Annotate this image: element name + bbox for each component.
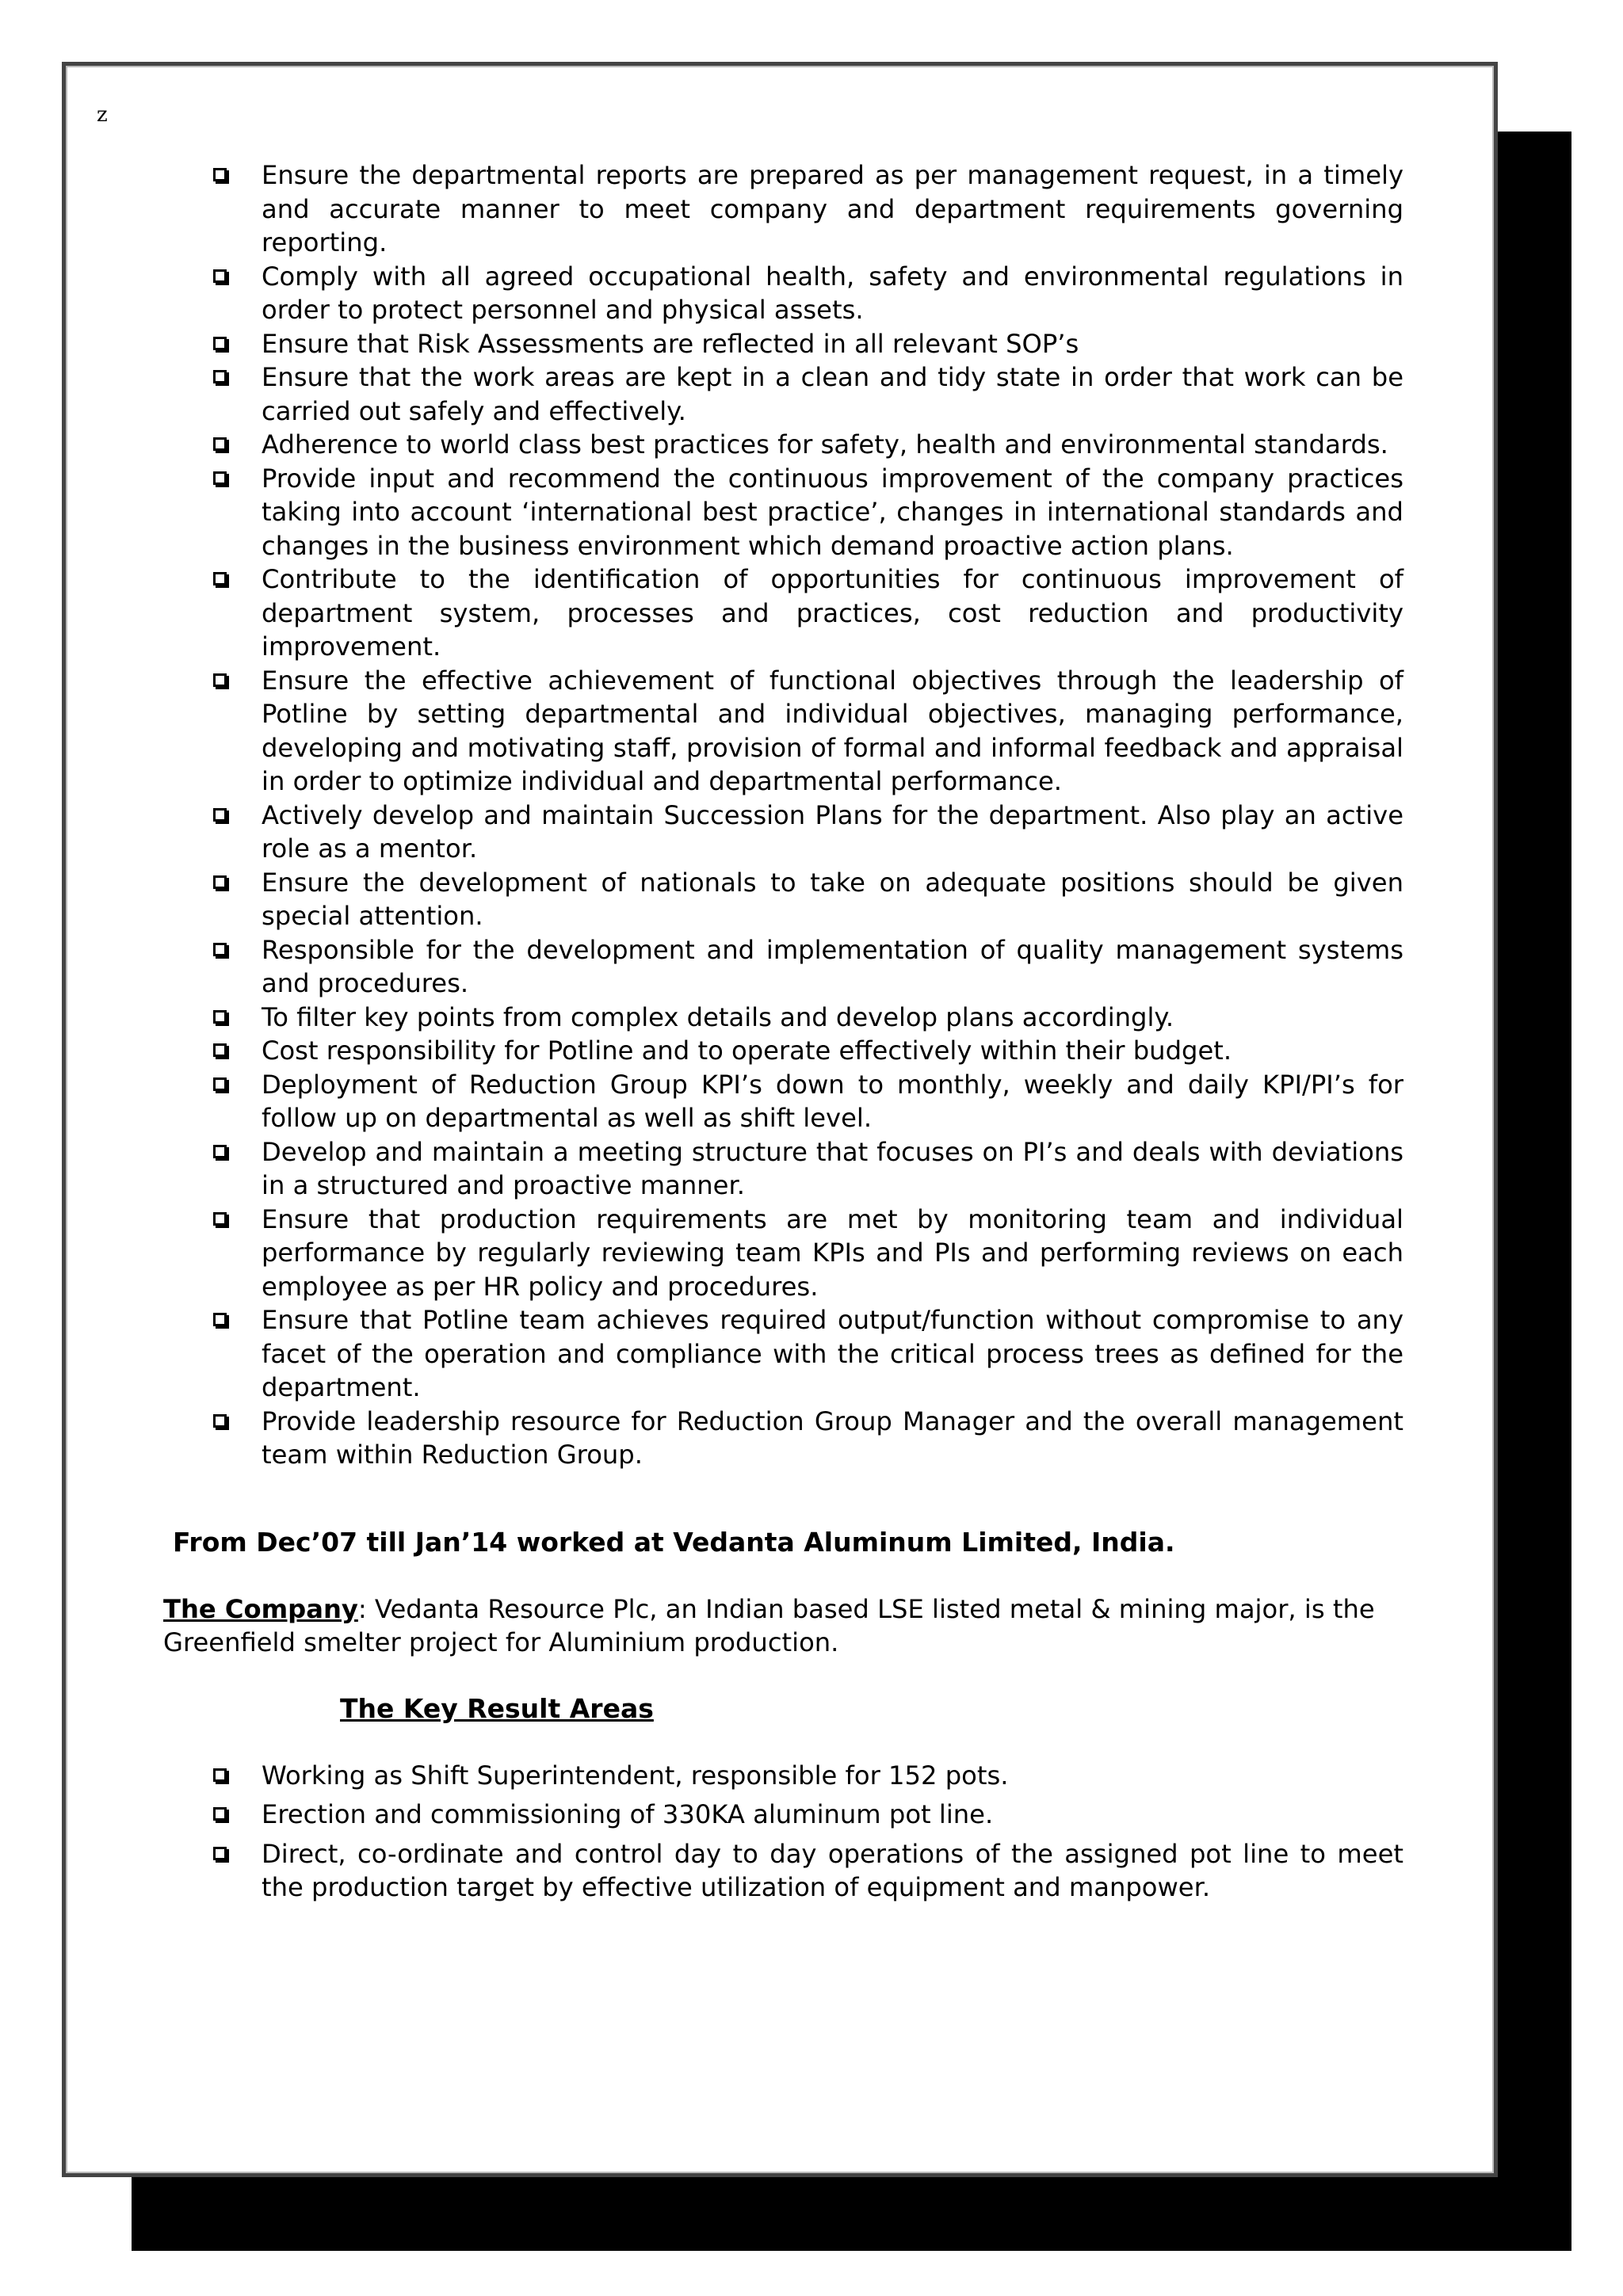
list-item-text: Actively develop and maintain Succession Plans for the department. Also play an active role as a mentor. — [262, 799, 1403, 864]
company-description — [163, 1592, 1403, 1659]
list-item — [163, 327, 1403, 361]
checkbox-bullet-icon — [213, 337, 227, 350]
key-result-areas-list — [163, 1759, 1403, 1905]
checkbox-bullet-icon — [213, 269, 227, 283]
list-item-text: Ensure that production requirements are met by monitoring team and individual performance by regularly reviewing team KPIs and PIs and performing reviews on each employee as per HR policy and procedures. — [262, 1203, 1403, 1302]
list-item — [163, 462, 1403, 563]
checkbox-bullet-icon — [213, 1077, 227, 1091]
list-item — [163, 1759, 1403, 1793]
list-item-text: Contribute to the identification of opportunities for continuous improvement of department system, processes and practices, cost reduction and productivity improvement. — [262, 564, 1403, 662]
key-result-areas-heading: The Key Result Areas — [340, 1692, 654, 1724]
checkbox-bullet-icon — [213, 1414, 227, 1428]
list-item-text: Ensure that the work areas are kept in a clean and tidy state in order that work can be carried out safely and effectively. — [262, 362, 1403, 426]
checkbox-bullet-icon — [213, 1212, 227, 1226]
checkbox-bullet-icon — [213, 1145, 227, 1158]
checkbox-bullet-icon — [213, 1768, 227, 1782]
list-item — [163, 428, 1403, 462]
list-item-text: Provide leadership resource for Reduction Group Manager and the overall management team within Reduction Group. — [262, 1405, 1403, 1470]
list-item — [163, 1837, 1403, 1905]
experience-heading: From Dec’07 till Jan’14 worked at Vedanta Aluminum Limited, India. — [173, 1526, 1175, 1558]
list-item-text: Ensure the development of nationals to take on adequate positions should be given special attention. — [262, 867, 1403, 931]
list-item-text: Ensure that Potline team achieves required output/function without compromise to any facet of the operation and compliance with the critical process trees as defined for the department. — [262, 1305, 1403, 1402]
document-content — [163, 158, 1403, 1910]
checkbox-bullet-icon — [213, 673, 227, 687]
checkbox-bullet-icon — [213, 168, 227, 181]
list-item — [163, 563, 1403, 664]
checkbox-bullet-icon — [213, 437, 227, 451]
list-item-text: Working as Shift Superintendent, responsible for 152 pots. — [262, 1760, 1009, 1791]
list-item — [163, 933, 1403, 1001]
list-item — [163, 360, 1403, 428]
list-item — [163, 1068, 1403, 1135]
list-item — [163, 866, 1403, 933]
list-item — [163, 799, 1403, 866]
list-item-text: Develop and maintain a meeting structure that focuses on PI’s and deals with deviations in a structured and proactive manner. — [262, 1136, 1403, 1200]
list-item — [163, 1798, 1403, 1832]
checkbox-bullet-icon — [213, 1010, 227, 1024]
list-item-text: Ensure the departmental reports are prepared as per management request, in a timely and accurate manner to meet company and department requirements governing reporting. — [262, 160, 1403, 257]
checkbox-bullet-icon — [213, 875, 227, 889]
list-item-text: Erection and commissioning of 330KA aluminum pot line. — [262, 1799, 994, 1829]
list-item — [163, 1034, 1403, 1068]
company-text: : Vedanta Resource Plc, an Indian based LSE listed metal & mining major, is the Greenfield smelter project for Aluminium production. — [163, 1593, 1375, 1657]
list-item-text: Comply with all agreed occupational health, safety and environmental regulations in order to protect personnel and physical assets. — [262, 261, 1403, 325]
list-item-text: Ensure that Risk Assessments are reflected in all relevant SOP’s — [262, 328, 1079, 359]
list-item-text: Ensure the effective achievement of functional objectives through the leadership of Potline by setting departmental and individual objectives, managing performance, developing and motivating staff, provision of formal and informal feedback and appraisal in order to optimize individual and departmental performance. — [262, 665, 1403, 796]
list-item — [163, 158, 1403, 260]
checkbox-bullet-icon — [213, 1313, 227, 1326]
list-item-text: Responsible for the development and implementation of quality management systems and procedures. — [262, 934, 1403, 998]
list-item — [163, 260, 1403, 327]
list-item-text: Direct, co-ordinate and control day to day operations of the assigned pot line to meet the production target by effective utilization of equipment and manpower. — [262, 1838, 1403, 1902]
list-item-text: Deployment of Reduction Group KPI’s down to monthly, weekly and daily KPI/PI’s for follow up on departmental as well as shift level. — [262, 1069, 1403, 1133]
list-item — [163, 1135, 1403, 1203]
checkbox-bullet-icon — [213, 370, 227, 383]
company-label: The Company — [163, 1593, 358, 1624]
checkbox-bullet-icon — [213, 808, 227, 822]
list-item — [163, 1001, 1403, 1035]
checkbox-bullet-icon — [213, 471, 227, 485]
list-item — [163, 1203, 1403, 1304]
list-item — [163, 1303, 1403, 1405]
checkbox-bullet-icon — [213, 1807, 227, 1821]
checkbox-bullet-icon — [213, 1847, 227, 1860]
list-item-text: Cost responsibility for Potline and to operate effectively within their budget. — [262, 1035, 1232, 1066]
checkbox-bullet-icon — [213, 1043, 227, 1057]
list-item-text: Adherence to world class best practices for safety, health and environmental standards. — [262, 429, 1388, 460]
list-item-text: Provide input and recommend the continuous improvement of the company practices taking into account ‘international best practice’, changes in international standards and changes in the business environment which demand proactive action plans. — [262, 463, 1403, 561]
corner-mark: z — [97, 103, 108, 127]
list-item-text: To filter key points from complex details and develop plans accordingly. — [262, 1001, 1174, 1032]
list-item — [163, 664, 1403, 799]
checkbox-bullet-icon — [213, 943, 227, 956]
list-item — [163, 1405, 1403, 1472]
checkbox-bullet-icon — [213, 572, 227, 585]
responsibilities-list — [163, 158, 1403, 1472]
